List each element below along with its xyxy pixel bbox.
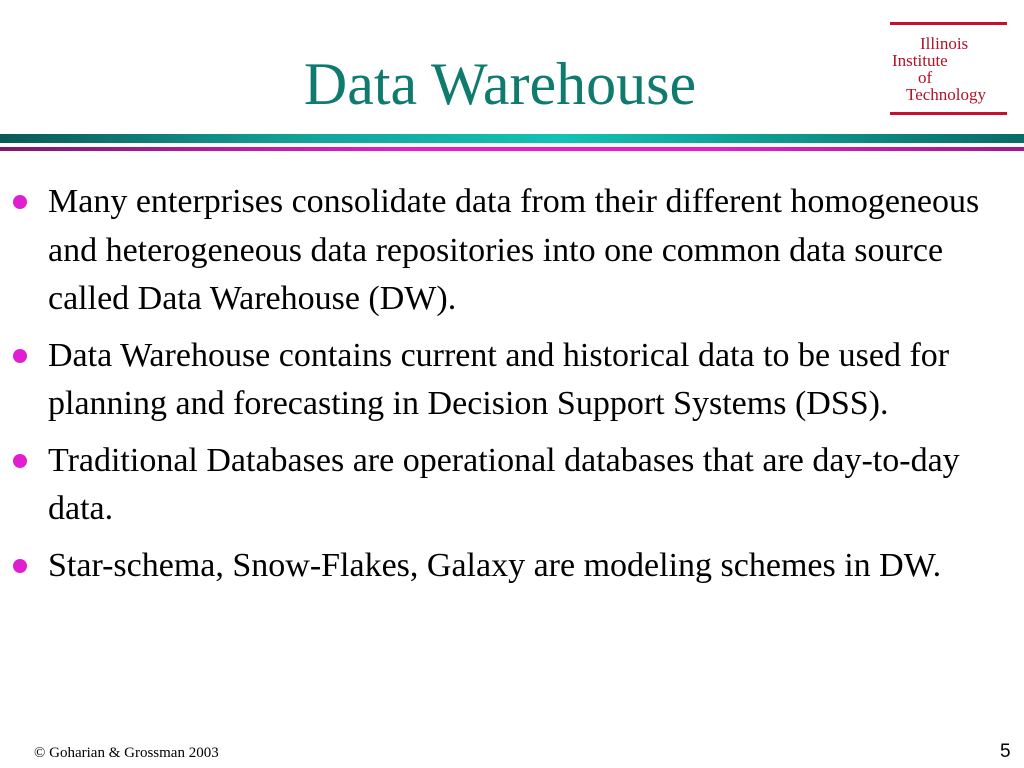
bullet-text: Traditional Databases are operational databases that are day-to-day data.: [48, 441, 960, 527]
slide-title: Data Warehouse: [303, 51, 697, 117]
footer-copyright: © Goharian & Grossman 2003: [34, 745, 219, 761]
logo-line-2: Institute: [892, 51, 948, 70]
logo-line-3: of: [918, 68, 933, 87]
bullet-item: [0, 332, 1024, 429]
bullet-dot-icon: [13, 349, 27, 363]
bullet-item: [0, 437, 1024, 534]
institution-logo: [890, 22, 1007, 116]
bullet-text: Many enterprises consolidate data from their different homogeneous and heterogeneous data repositories into one common data source called Data Warehouse (DW).: [48, 183, 980, 317]
bullet-dot-icon: [13, 559, 27, 573]
bullet-dot-icon: [13, 454, 27, 468]
logo-line-4: Technology: [906, 85, 987, 104]
page-number: 5: [1000, 741, 1011, 762]
logo-top-rule: [890, 22, 1007, 25]
bullet-text: Data Warehouse contains current and historical data to be used for planning and forecasting in Decision Support Systems (DSS).: [48, 336, 950, 422]
bullet-list: [0, 178, 1024, 598]
logo-bottom-rule: [890, 112, 1007, 115]
bullet-text: Star-schema, Snow-Flakes, Galaxy are modeling schemes in DW.: [48, 546, 942, 584]
header-divider-magenta: [0, 147, 1024, 151]
bullet-item: [0, 178, 1024, 324]
logo-line-1: Illinois: [920, 34, 969, 53]
header-divider-teal: [0, 134, 1024, 143]
bullet-dot-icon: [13, 195, 27, 209]
bullet-item: [0, 542, 1024, 591]
